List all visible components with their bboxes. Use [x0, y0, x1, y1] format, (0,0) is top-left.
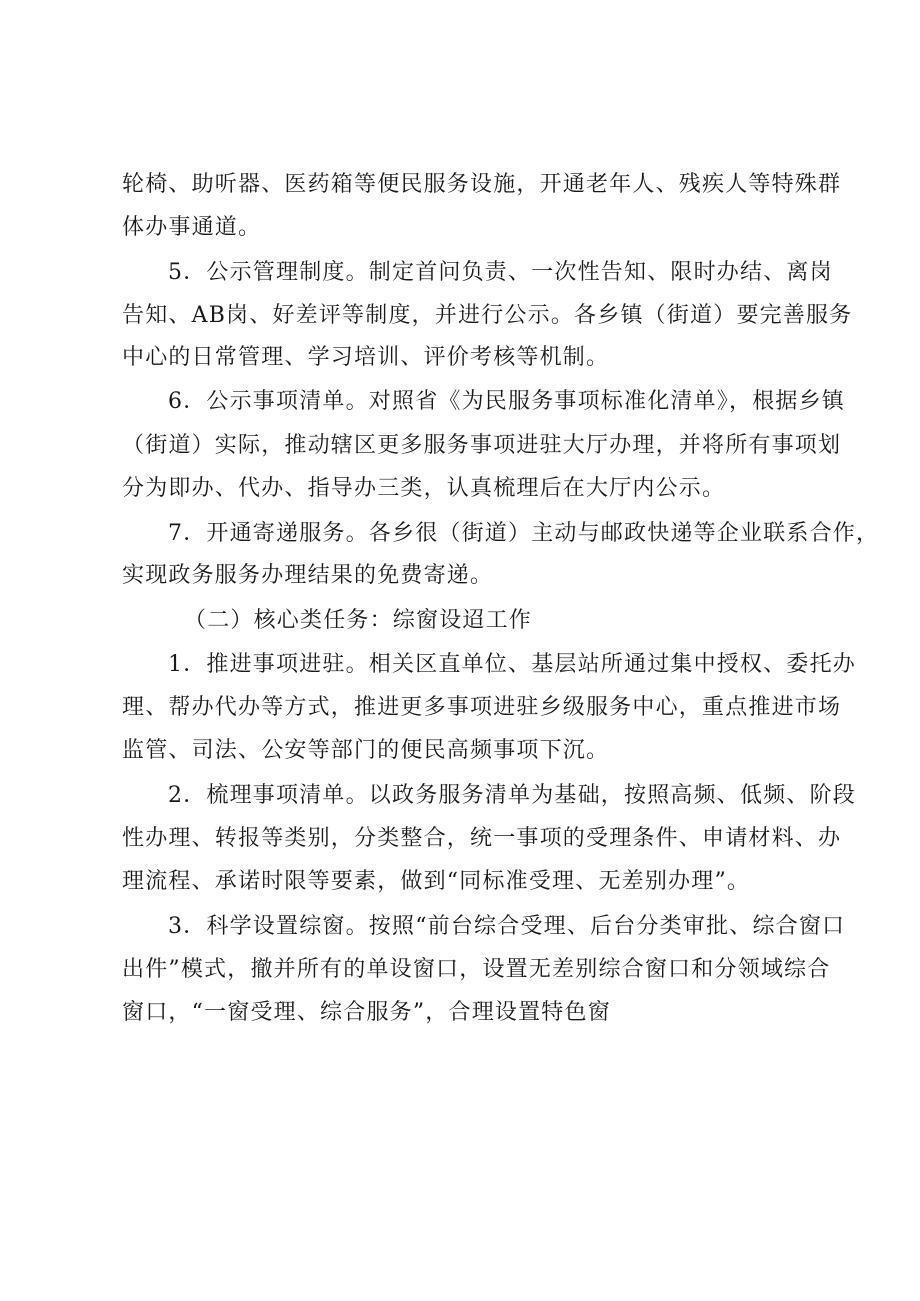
text-line: （街道）实际，推动辖区更多服务事项进驻大厅办理，并将所有事项划 — [122, 433, 842, 458]
text-line: 实现政务服务办理结果的免费寄递。 — [122, 563, 494, 588]
text-line: 性办理、转报等类别，分类整合，统一事项的受理条件、申请材料、办 — [122, 826, 842, 851]
paragraph-2-first-line: 2．梳理事项清单。以政务服务清单为基础，按照高频、低频、阶段 — [168, 783, 856, 808]
text-line: 轮椅、助听器、医药箱等便民服务设施，开通老年人、残疾人等特殊群 — [122, 172, 842, 197]
text-line: 出件”模式，撤并所有的单设窗口，设置无差别综合窗口和分领域综合 — [122, 957, 831, 982]
text-line: 告知、AB岗、好差评等制度，并进行公示。各乡镇（街道）要完善服务 — [122, 303, 853, 328]
paragraph-5-first-line: 5．公示管理制度。制定首问负责、一次性告知、限时办结、离岗 — [168, 260, 833, 285]
paragraph-3-first-line: 3．科学设置综窗。按照“前台综合受理、后台分类审批、综合窗口 — [168, 914, 846, 939]
text-line: 理流程、承诺时限等要素，做到“同标准受理、无差别办理”。 — [122, 869, 751, 894]
text-line: 体办事通道。 — [122, 215, 262, 240]
paragraph-7-first-line: 7．开通寄递服务。各乡很（街道）主动与邮政快递等企业联系合作， — [168, 521, 880, 546]
paragraph-1-first-line: 1．推进事项进驻。相关区直单位、基层站所通过集中授权、委托办 — [168, 652, 856, 677]
text-line: 窗口，“一窗受理、综合服务”，合理设置特色窗 — [122, 1000, 611, 1025]
text-line: 中心的日常管理、学习培训、评价考核等机制。 — [122, 345, 610, 370]
text-line: 分为即办、代办、指导办三类，认真梳理后在大厅内公示。 — [122, 476, 726, 501]
text-line: 理、帮办代办等方式，推进更多事项进驻乡级服务中心，重点推进市场 — [122, 695, 842, 720]
paragraph-6-first-line: 6．公示事项清单。对照省《为民服务事项标准化清单》，根据乡镇 — [168, 389, 845, 414]
section-heading: （二）核心类任务：综窗设迢工作 — [184, 608, 533, 633]
text-line: 监管、司法、公安等部门的便民高频事项下沉。 — [122, 738, 610, 763]
